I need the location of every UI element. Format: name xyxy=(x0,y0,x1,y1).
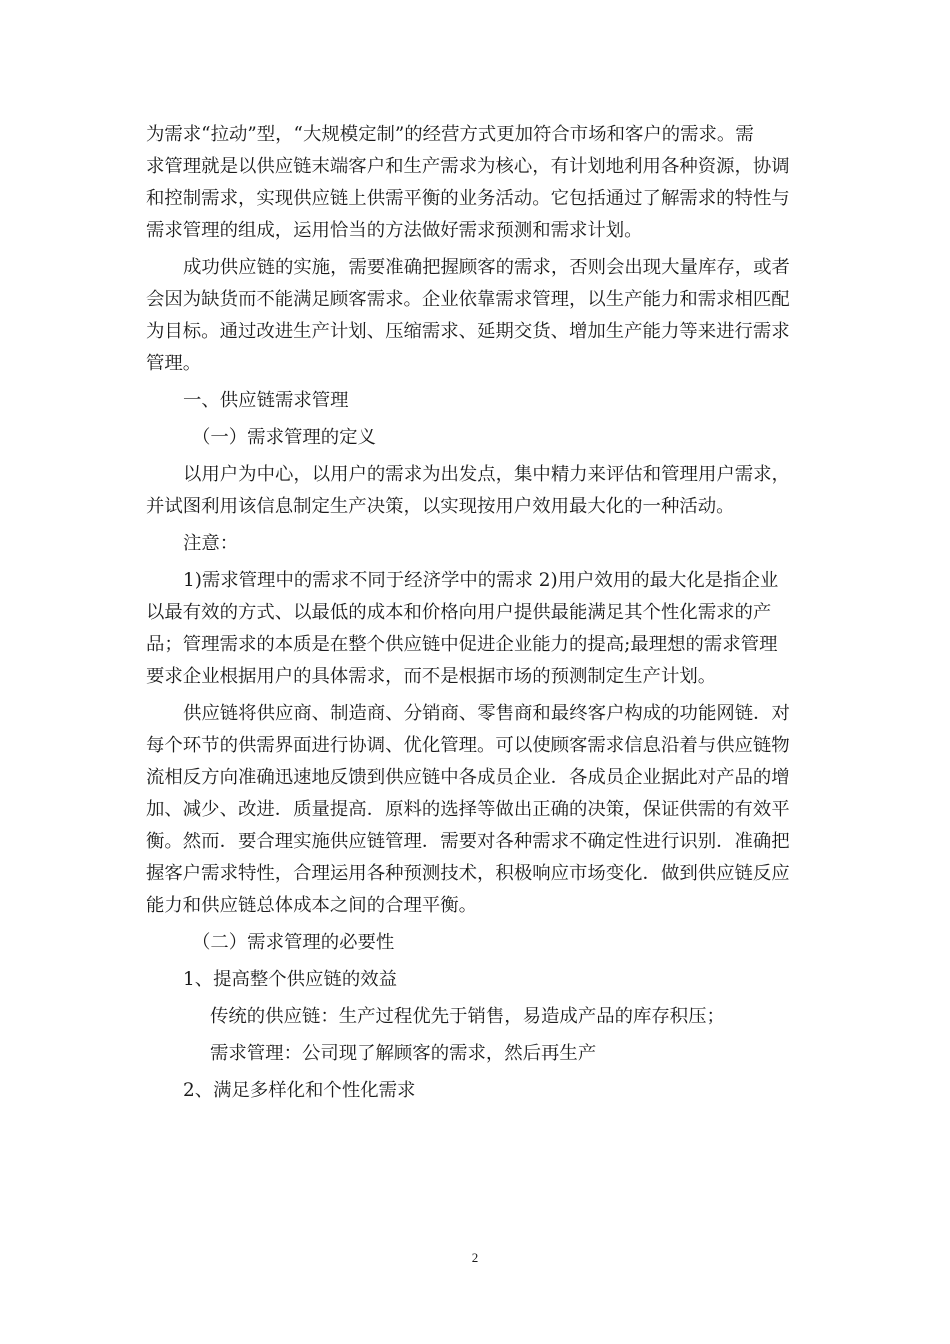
text-line: 求管理就是以供应链末端客户和生产需求为核心，有计划地利用各种资源，协调 xyxy=(146,156,790,177)
note-label: 注意： xyxy=(183,533,239,554)
text-line: 每个环节的供需界面进行协调、优化管理。可以使顾客需求信息沿着与供应链物 xyxy=(146,735,790,756)
paragraph-successful-supply-chain xyxy=(146,252,810,380)
paragraph-supply-chain-network xyxy=(146,698,810,922)
text-line: 要求企业根据用户的具体需求，而不是根据市场的预测制定生产计划。 xyxy=(146,666,717,687)
subsection-heading-definition: （一）需求管理的定义 xyxy=(192,427,376,448)
text-line: 1)需求管理中的需求不同于经济学中的需求 2)用户效用的最大化是指企业 xyxy=(183,570,779,591)
text-line: 需求管理的组成，运用恰当的方法做好需求预测和需求计划。 xyxy=(146,220,643,241)
text-line: 握客户需求特性，合理运用各种预测技术，积极响应市场变化．做到供应链反应 xyxy=(146,863,790,884)
section-heading-1: 一、供应链需求管理 xyxy=(183,390,349,411)
list-heading-efficiency: 1、提高整个供应链的效益 xyxy=(183,969,397,990)
text-line: 和控制需求，实现供应链上供需平衡的业务活动。它包括通过了解需求的特性与 xyxy=(146,188,790,209)
text-line: 能力和供应链总体成本之间的合理平衡。 xyxy=(146,895,478,916)
text-line: 管理。 xyxy=(146,353,202,374)
list-item-traditional-supply-chain: 传统的供应链：生产过程优先于销售，易造成产品的库存积压； xyxy=(210,1006,725,1027)
text-line: 并试图利用该信息制定生产决策，以实现按用户效用最大化的一种活动。 xyxy=(146,496,735,517)
text-line: 会因为缺货而不能满足顾客需求。企业依靠需求管理，以生产能力和需求相匹配 xyxy=(146,289,790,310)
text-line: 流相反方向准确迅速地反馈到供应链中各成员企业．各成员企业据此对产品的增 xyxy=(146,767,790,788)
page-number: 2 xyxy=(471,1250,479,1265)
paragraph-definition xyxy=(146,459,810,523)
text-line: 加、减少、改进．质量提高．原料的选择等做出正确的决策，保证供需的有效平 xyxy=(146,799,790,820)
text-line: 衡。然而．要合理实施供应链管理．需要对各种需求不确定性进行识别．准确把 xyxy=(146,831,790,852)
document-body xyxy=(146,119,810,1112)
list-heading-diversification: 2、满足多样化和个性化需求 xyxy=(183,1080,416,1101)
list-item-demand-management: 需求管理：公司现了解顾客的需求，然后再生产 xyxy=(210,1043,597,1064)
paragraph-notes xyxy=(146,565,810,693)
text-line: 为目标。通过改进生产计划、压缩需求、延期交货、增加生产能力等来进行需求 xyxy=(146,321,790,342)
text-line: 品；管理需求的本质是在整个供应链中促进企业能力的提高;最理想的需求管理 xyxy=(146,634,778,655)
text-line: 以用户为中心，以用户的需求为出发点，集中精力来评估和管理用户需求， xyxy=(183,464,790,485)
subsection-heading-necessity: （二）需求管理的必要性 xyxy=(192,932,395,953)
paragraph-demand-pull xyxy=(146,119,810,247)
text-line: 为需求“拉动”型，“大规模定制”的经营方式更加符合市场和客户的需求。需 xyxy=(146,124,754,145)
text-line: 供应链将供应商、制造商、分销商、零售商和最终客户构成的功能网链．对 xyxy=(183,703,790,724)
text-line: 以最有效的方式、以最低的成本和价格向用户提供最能满足其个性化需求的产 xyxy=(146,602,772,623)
text-line: 成功供应链的实施，需要准确把握顾客的需求，否则会出现大量库存，或者 xyxy=(183,257,790,278)
